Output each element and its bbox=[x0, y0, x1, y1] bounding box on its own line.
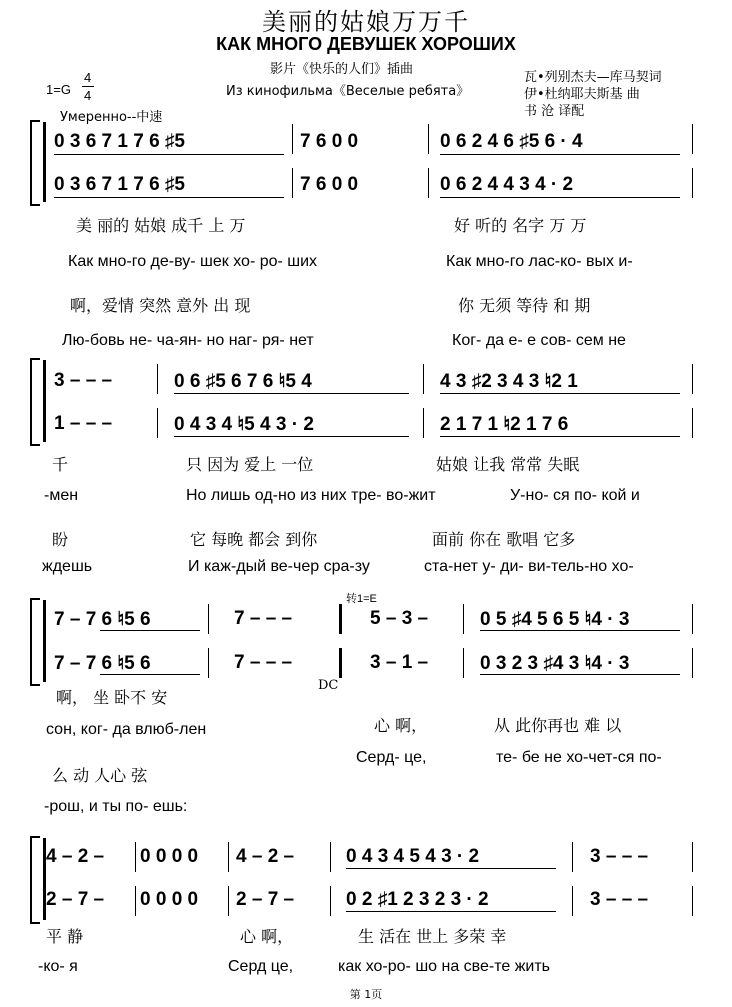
s4-upper-measure-2: 0 0 0 0 bbox=[140, 846, 199, 867]
credit-lyricist: 瓦•列别杰夫—库马契词 bbox=[524, 70, 662, 85]
dc-mark: DC bbox=[318, 678, 339, 693]
s3-lower-measure-1: 7 – 7 6 ♮5 6 bbox=[54, 653, 151, 674]
s3-lyric-cn-1c: 从 此你再也 难 以 bbox=[494, 716, 622, 735]
credit-composer: 伊•杜纳耶夫斯基 曲 bbox=[524, 87, 640, 102]
s4-lyric-ru-1c: как хо-ро- шо на све-те жить bbox=[338, 958, 551, 975]
time-signature-bottom: 4 bbox=[84, 88, 92, 103]
s3-lyric-ru-1c: те- бе не хо-чет-ся по- bbox=[496, 749, 662, 766]
s1-upper-measure-2: 7 6 0 0 bbox=[300, 131, 359, 152]
title-chinese: 美丽的姑娘万万千 bbox=[262, 8, 470, 36]
s4-lower-measure-2: 0 0 0 0 bbox=[140, 889, 199, 910]
page-number: 第 1页 bbox=[349, 988, 383, 1001]
s4-lyric-cn-1b: 心 啊， bbox=[240, 927, 294, 946]
s3-upper-measure-4: 0 5 ♯4 5 6 5 ♮4 · 3 bbox=[480, 609, 630, 630]
title-russian: КАК МНОГО ДЕВУШЕК ХОРОШИХ bbox=[216, 34, 516, 54]
subtitle-chinese: 影片《快乐的人们》插曲 bbox=[270, 62, 414, 77]
s4-upper-measure-1: 4 – 2 – bbox=[46, 846, 105, 867]
s4-lyric-ru-1a: -ко- я bbox=[38, 958, 78, 975]
system-3-brace bbox=[30, 598, 40, 686]
s3-lyric-ru-1a: сон, ког- да влюб-лен bbox=[46, 721, 207, 738]
s1-lyric-ru-2a: Лю-бовь не- ча-ян- но наг- ря- нет bbox=[62, 332, 314, 349]
s4-lower-measure-4: 0 2 ♯1 2 3 2 3 · 2 bbox=[346, 889, 489, 910]
credit-translator: 书 沧 译配 bbox=[524, 104, 585, 119]
s3-lyric-ru-2a: -рош, и ты по- ешь: bbox=[44, 798, 188, 815]
s4-upper-measure-4: 0 4 3 4 5 4 3 · 2 bbox=[346, 846, 480, 867]
s4-lyric-cn-1c: 生 活在 世上 多荣 幸 bbox=[358, 927, 507, 946]
s3-upper-measure-3: 5 – 3 – bbox=[370, 608, 429, 629]
s4-upper-measure-5: 3 – – – bbox=[590, 846, 649, 867]
s3-lower-measure-2: 7 – – – bbox=[234, 652, 293, 673]
s3-lyric-cn-1b: 心 啊， bbox=[374, 716, 428, 735]
system-2-brace bbox=[30, 358, 40, 446]
s2-lower-measure-3: 2 1 7 1 ♮2 1 7 6 bbox=[440, 414, 569, 435]
key-signature: 1=G bbox=[46, 82, 71, 97]
s4-upper-measure-3: 4 – 2 – bbox=[236, 846, 295, 867]
system-4-brace bbox=[30, 836, 40, 924]
s2-lyric-cn-1b: 只 因为 爱上 一位 bbox=[186, 455, 314, 474]
s4-lower-measure-1: 2 – 7 – bbox=[46, 889, 105, 910]
s1-lower-measure-1: 0 3 6 7 1 7 6 ♯5 bbox=[54, 174, 185, 195]
s1-lower-measure-3: 0 6 2 4 4 3 4 · 2 bbox=[440, 174, 574, 195]
s1-lyric-ru-1a: Как мно-го де-ву- шек хо- ро- ших bbox=[68, 253, 318, 270]
tempo-marking: Умеренно--中速 bbox=[60, 110, 163, 125]
s2-lyric-cn-2a: 盼 bbox=[52, 530, 69, 549]
s2-lyric-cn-1a: 千 bbox=[52, 455, 69, 474]
s4-lyric-cn-1a: 平 静 bbox=[46, 927, 84, 946]
s2-lyric-cn-2c: 面前 你在 歌唱 它多 bbox=[432, 530, 576, 549]
time-signature-top: 4 bbox=[84, 70, 92, 85]
subtitle-russian: Из кинофильма《Веселые ребята》 bbox=[226, 84, 470, 99]
s2-lyric-ru-2b: И каж-дый ве-чер сра-зу bbox=[188, 558, 370, 575]
s2-upper-measure-1: 3 – – – bbox=[54, 370, 113, 391]
s3-upper-measure-1: 7 – 7 6 ♮5 6 bbox=[54, 609, 151, 630]
s2-lyric-cn-1c: 姑娘 让我 常常 失眠 bbox=[436, 455, 580, 474]
s1-lyric-ru-1b: Как мно-го лас-ко- вых и- bbox=[446, 253, 633, 270]
s1-lyric-cn-1a: 美 丽的 姑娘 成千 上 万 bbox=[76, 216, 246, 235]
s3-lower-measure-4: 0 3 2 3 ♯4 3 ♮4 · 3 bbox=[480, 653, 630, 674]
modulation-mark: 转1=E bbox=[346, 593, 377, 605]
s1-lyric-cn-1b: 好 听的 名字 万 万 bbox=[454, 216, 587, 235]
s2-lower-measure-1: 1 – – – bbox=[54, 413, 113, 434]
s2-lyric-ru-1b: Но лишь од-но из них тре- во-жит bbox=[186, 487, 436, 504]
s2-lyric-cn-2b: 它 每晚 都会 到你 bbox=[190, 530, 318, 549]
s2-lyric-ru-2a: ждешь bbox=[42, 558, 93, 575]
s2-upper-measure-2: 0 6 ♯5 6 7 6 ♮5 4 bbox=[174, 371, 312, 392]
s3-lyric-ru-1b: Серд- це, bbox=[356, 749, 427, 766]
s3-upper-measure-2: 7 – – – bbox=[234, 608, 293, 629]
system-1-brace bbox=[30, 120, 40, 206]
s1-upper-measure-3: 0 6 2 4 6 ♯5 6 · 4 bbox=[440, 131, 583, 152]
s4-lower-measure-5: 3 – – – bbox=[590, 889, 649, 910]
s2-lyric-ru-1a: -мен bbox=[44, 487, 79, 504]
s1-lyric-cn-2a: 啊，爱情 突然 意外 出 现 bbox=[70, 296, 251, 315]
s3-lyric-cn-1a: 啊， 坐 卧不 安 bbox=[56, 688, 168, 707]
s1-lower-measure-2: 7 6 0 0 bbox=[300, 174, 359, 195]
s1-upper-measure-1: 0 3 6 7 1 7 6 ♯5 bbox=[54, 131, 185, 152]
s3-lyric-cn-2a: 么 动 人心 弦 bbox=[52, 766, 148, 785]
s2-lyric-ru-2c: ста-нет у- ди- ви-тель-но хо- bbox=[424, 558, 634, 575]
s2-upper-measure-3: 4 3 ♯2 3 4 3 ♮2 1 bbox=[440, 371, 578, 392]
s4-lower-measure-3: 2 – 7 – bbox=[236, 889, 295, 910]
s3-lower-measure-3: 3 – 1 – bbox=[370, 652, 429, 673]
s1-lyric-ru-2b: Ког- да е- е сов- сем не bbox=[452, 332, 626, 349]
s4-lyric-ru-1b: Серд це, bbox=[228, 958, 294, 975]
s1-lyric-cn-2b: 你 无须 等待 和 期 bbox=[458, 296, 591, 315]
s2-lower-measure-2: 0 4 3 4 ♮5 4 3 · 2 bbox=[174, 414, 314, 435]
s2-lyric-ru-1c: У-но- ся по- кой и bbox=[510, 487, 640, 504]
